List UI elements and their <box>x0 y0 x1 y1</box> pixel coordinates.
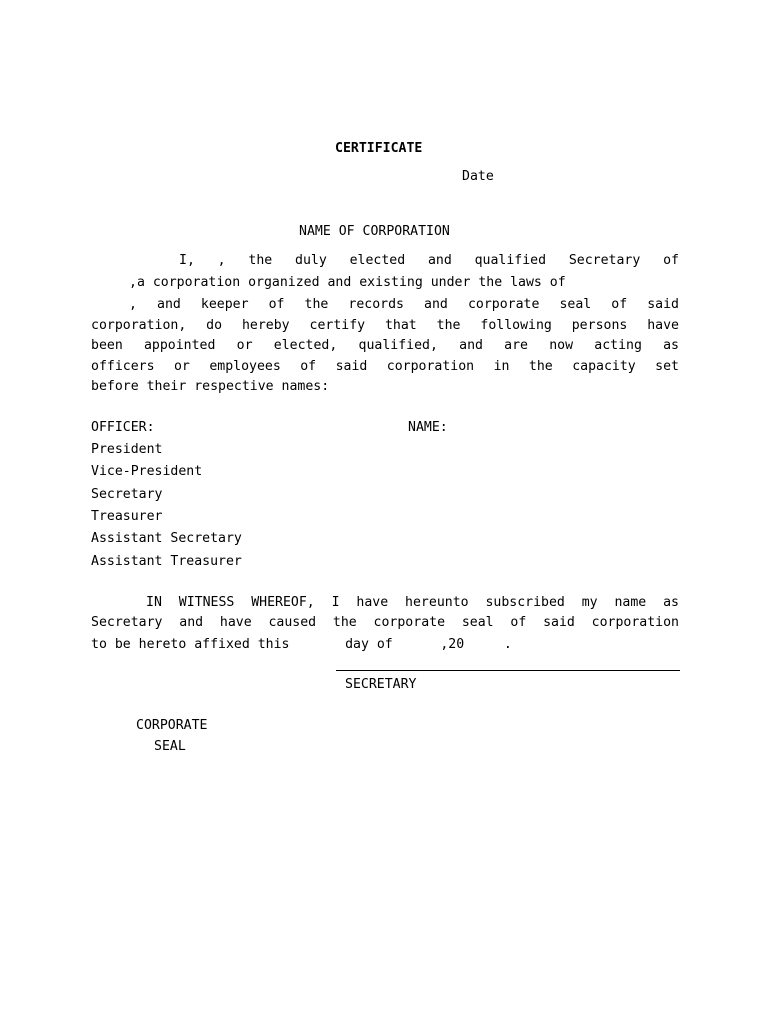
seal-label: CORPORATE <box>136 718 208 733</box>
officer-title: Assistant Treasurer <box>91 554 242 569</box>
name-column-header: NAME: <box>408 420 448 435</box>
witness-line: to be hereto affixed this day of ,20 . <box>91 637 512 652</box>
officer-title: Vice-President <box>91 464 203 479</box>
officer-title: President <box>91 442 163 457</box>
corporation-name-heading: NAME OF CORPORATION <box>299 224 450 239</box>
witness-line: Secretary and have caused the corporate seal of said corporation <box>91 615 679 630</box>
intro-line: ,a corporation organized and existing under the laws of <box>129 275 566 290</box>
officer-title: Secretary <box>91 487 163 502</box>
intro-line: I, , the duly elected and qualified Secretary of <box>179 253 679 268</box>
intro-line: been appointed or elected, qualified, and are now acting as <box>91 338 679 353</box>
signature-line <box>336 670 680 671</box>
officer-column-header: OFFICER: <box>91 420 155 435</box>
witness-line: IN WITNESS WHEREOF, I have hereunto subscribed my name as <box>146 595 679 610</box>
intro-line: officers or employees of said corporation in the capacity set <box>91 359 679 374</box>
intro-line: , and keeper of the records and corporate seal of said <box>129 297 679 312</box>
document-title: CERTIFICATE <box>335 141 423 156</box>
officer-title: Treasurer <box>91 509 163 524</box>
intro-line: corporation, do hereby certify that the following persons have <box>91 318 679 333</box>
date-label: Date <box>462 169 494 184</box>
officer-title: Assistant Secretary <box>91 531 242 546</box>
seal-label: SEAL <box>154 739 186 754</box>
intro-line: before their respective names: <box>91 379 330 394</box>
signature-label: SECRETARY <box>345 677 417 692</box>
